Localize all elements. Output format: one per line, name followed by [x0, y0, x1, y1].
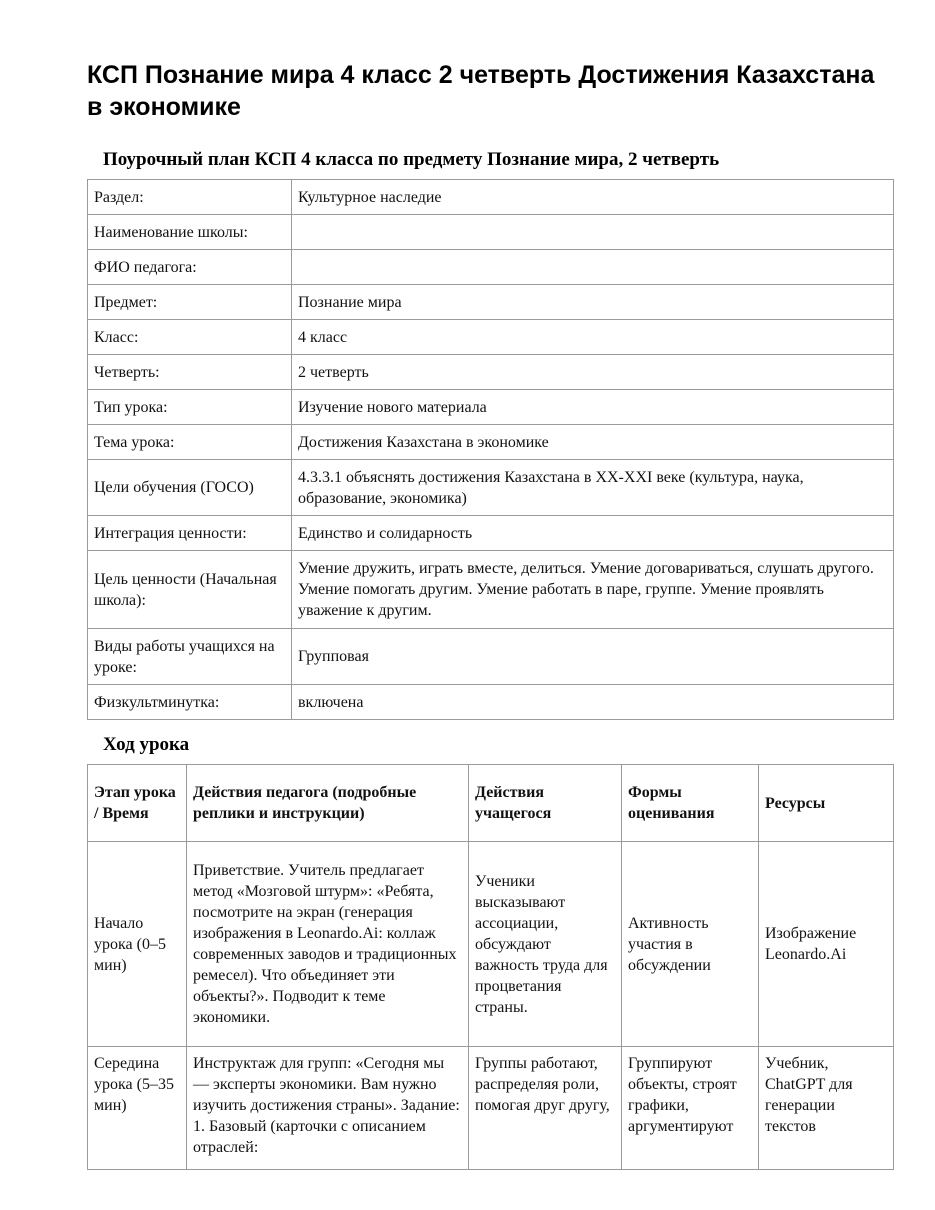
teacher-actions-cell: Приветствие. Учитель предлагает метод «Мозговой штурм»: «Ребята, посмотрите на экран (генерация изображения в Leonardo.Ai: коллаж современных заводов и традиционных ремесел). Что объединяет эти объекты?». Подводит к теме экономики. — [187, 842, 469, 1047]
info-label: Раздел: — [88, 180, 292, 215]
info-value — [292, 215, 894, 250]
progress-title: Ход урока — [103, 734, 190, 755]
info-label: Тип урока: — [88, 390, 292, 425]
student-actions-cell: Ученики высказывают ассоциации, обсуждают важность труда для процветания страны. — [469, 842, 622, 1047]
lesson-progress-table — [87, 764, 894, 1170]
info-row — [88, 390, 894, 425]
column-header: Ресурсы — [759, 765, 894, 842]
info-value: 2 четверть — [292, 355, 894, 390]
info-row — [88, 215, 894, 250]
info-row — [88, 285, 894, 320]
info-label: Наименование школы: — [88, 215, 292, 250]
header-row — [88, 765, 894, 842]
info-row — [88, 320, 894, 355]
info-row — [88, 355, 894, 390]
info-label: Цели обучения (ГОСО) — [88, 460, 292, 516]
info-value: Изучение нового материала — [292, 390, 894, 425]
info-value: Умение дружить, играть вместе, делиться. Умение договариваться, слушать другого. Умение помогать другим. Умение работать в паре, группе. Умение проявлять уважение к другим. — [292, 551, 894, 629]
info-row — [88, 551, 894, 629]
document-title: КСП Познание мира 4 класс 2 четверть Достижения Казахстана в экономике — [87, 61, 875, 121]
info-row — [88, 685, 894, 720]
column-header: Этап урока / Время — [88, 765, 187, 842]
lesson-info-table — [87, 179, 894, 720]
info-value — [292, 250, 894, 285]
info-value: 4.3.3.1 объяснять достижения Казахстана в XX-XXI веке (культура, наука, образование, экономика) — [292, 460, 894, 516]
column-header: Действия учащегося — [469, 765, 622, 842]
stage-cell: Середина урока (5–35 мин) — [88, 1047, 187, 1170]
info-row — [88, 425, 894, 460]
info-label: Тема урока: — [88, 425, 292, 460]
info-value: Единство и солидарность — [292, 516, 894, 551]
info-label: Физкультминутка: — [88, 685, 292, 720]
info-value: Познание мира — [292, 285, 894, 320]
info-value: Групповая — [292, 629, 894, 685]
column-header: Действия педагога (подробные реплики и инструкции) — [187, 765, 469, 842]
info-row — [88, 250, 894, 285]
info-value: Достижения Казахстана в экономике — [292, 425, 894, 460]
table-row — [88, 1047, 894, 1170]
resources-cell: Учебник, ChatGPT для генерации текстов — [759, 1047, 894, 1170]
info-label: Виды работы учащихся на уроке: — [88, 629, 292, 685]
plan-title: Поурочный план КСП 4 класса по предмету Познание мира, 2 четверть — [103, 149, 720, 170]
resources-cell: Изображение Leonardo.Ai — [759, 842, 894, 1047]
info-row — [88, 629, 894, 685]
info-label: Класс: — [88, 320, 292, 355]
assessment-cell: Активность участия в обсуждении — [622, 842, 759, 1047]
info-row — [88, 460, 894, 516]
table-row — [88, 842, 894, 1047]
info-row — [88, 180, 894, 215]
info-label: ФИО педагога: — [88, 250, 292, 285]
info-label: Предмет: — [88, 285, 292, 320]
info-label: Цель ценности (Начальная школа): — [88, 551, 292, 629]
teacher-actions-cell: Инструктаж для групп: «Сегодня мы — эксперты экономики. Вам нужно изучить достижения страны». Задание: 1. Базовый (карточки с описанием отраслей: — [187, 1047, 469, 1170]
column-header: Формы оценивания — [622, 765, 759, 842]
info-value: 4 класс — [292, 320, 894, 355]
assessment-cell: Группируют объекты, строят графики, аргументируют — [622, 1047, 759, 1170]
student-actions-cell: Группы работают, распределяя роли, помогая друг другу, — [469, 1047, 622, 1170]
info-label: Четверть: — [88, 355, 292, 390]
info-row — [88, 516, 894, 551]
stage-cell: Начало урока (0–5 мин) — [88, 842, 187, 1047]
info-label: Интеграция ценности: — [88, 516, 292, 551]
info-value: Культурное наследие — [292, 180, 894, 215]
info-value: включена — [292, 685, 894, 720]
